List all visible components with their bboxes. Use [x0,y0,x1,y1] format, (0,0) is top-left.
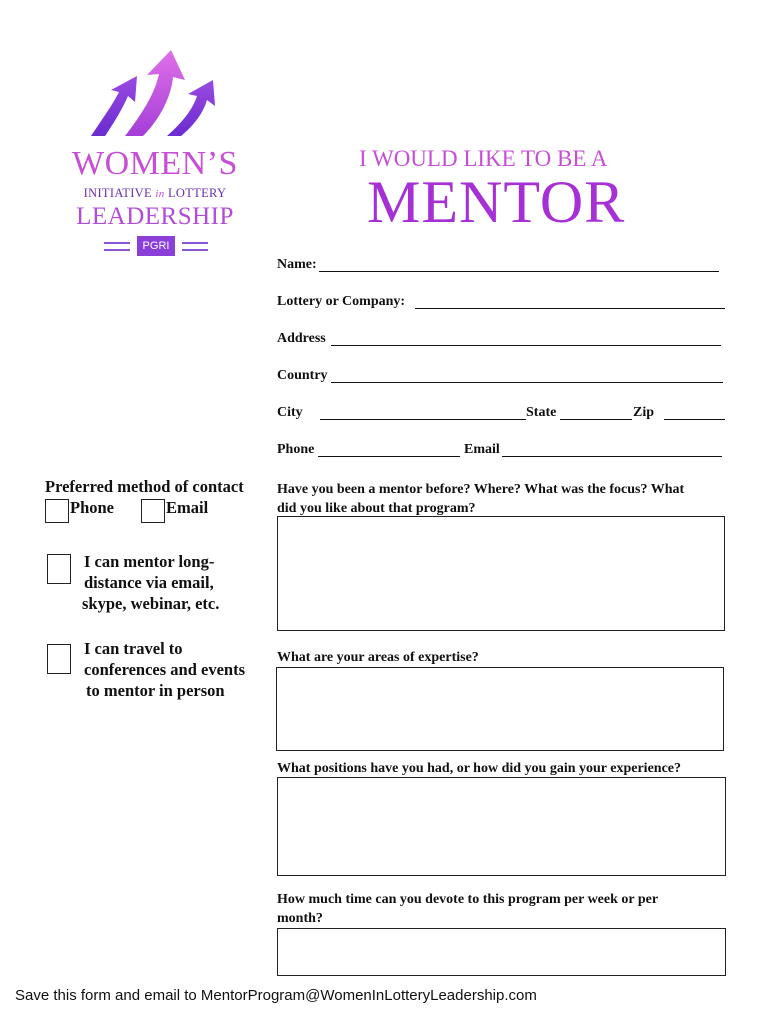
headline-small: I WOULD LIKE TO BE A [359,146,608,171]
long-distance-line-2: distance via email, [84,573,214,592]
zip-field[interactable] [664,419,725,420]
contact-method-title: Preferred method of contact [45,477,244,496]
state-field[interactable] [560,419,632,420]
travel-checkbox[interactable] [47,644,71,674]
footer-instructions: Save this form and email to MentorProgram@WomenInLotteryLeadership.com [15,987,537,1004]
name-field[interactable] [319,271,719,272]
travel-line-1: I can travel to [84,639,183,658]
question-mentor-before-line-1: Have you been a mentor before? Where? What was the focus? What [277,482,685,497]
country-label: Country [277,368,328,383]
question-mentor-before-line-2: did you like about that program? [277,501,476,516]
address-label: Address [277,331,326,346]
question-positions: What positions have you had, or how did you gain your experience? [277,761,681,776]
logo-lottery-word: LOTTERY [167,186,227,200]
question-time [277,890,658,928]
address-field[interactable] [331,345,721,346]
long-distance-label [84,551,219,614]
time-answer[interactable] [277,928,726,976]
pgri-badge-row [104,236,208,258]
logo-womens-text: WOMEN’S [72,145,238,182]
email-label: Email [464,442,500,457]
company-label: Lottery or Company: [277,294,406,309]
travel-line-2: conferences and events [84,660,246,679]
zip-label: Zip [633,405,655,420]
question-time-line-1: How much time can you devote to this program per week or per [277,892,659,907]
arrows-icon [85,48,225,140]
question-time-line-2: month? [277,911,323,926]
logo-initiative-word: INITIATIVE [83,186,152,200]
country-field[interactable] [331,382,723,383]
long-distance-line-1: I can mentor long- [84,552,215,571]
question-expertise: What are your areas of expertise? [277,650,479,665]
positions-answer[interactable] [277,777,726,876]
headline-large: MENTOR [367,169,626,235]
city-label: City [277,405,303,420]
expertise-answer[interactable] [276,667,724,751]
state-label: State [526,405,557,420]
contact-email-label: Email [166,498,209,517]
contact-email-checkbox[interactable] [141,499,165,523]
decor-line-right [182,242,208,251]
question-mentor-before [277,480,684,518]
womens-initiative-logo [60,48,250,263]
long-distance-checkbox[interactable] [47,554,71,584]
company-field[interactable] [415,308,725,309]
phone-field[interactable] [318,456,460,457]
logo-in-word: in [155,188,165,200]
logo-initiative-text [60,186,250,201]
long-distance-line-3: skype, webinar, etc. [82,594,220,613]
phone-label: Phone [277,442,315,457]
pgri-badge: PGRI [137,236,175,256]
decor-line-left [104,242,130,251]
logo-leadership-text: LEADERSHIP [76,203,234,230]
travel-label [84,638,245,701]
travel-line-3: to mentor in person [86,681,225,700]
city-field[interactable] [320,419,526,420]
email-field[interactable] [502,456,722,457]
contact-phone-checkbox[interactable] [45,499,69,523]
name-label: Name: [277,257,317,272]
mentor-before-answer[interactable] [277,516,725,631]
contact-phone-label: Phone [70,498,115,517]
